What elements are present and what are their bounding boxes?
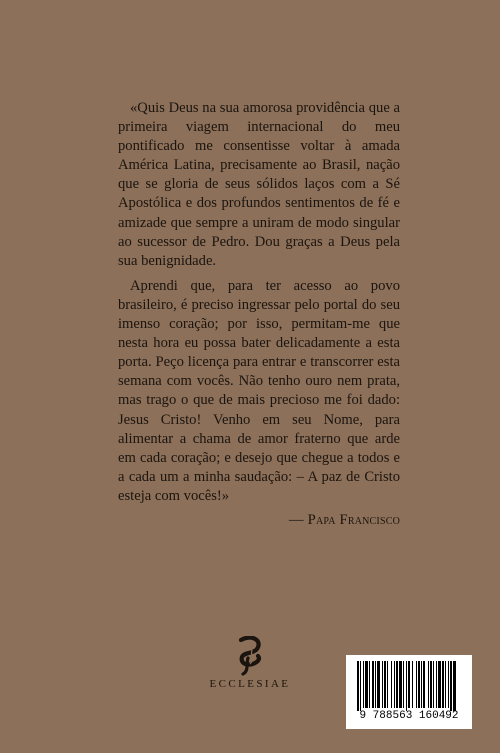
barcode-bar	[433, 661, 434, 708]
barcode-bar	[442, 661, 444, 708]
barcode-bar	[363, 661, 364, 708]
barcode-bar	[377, 661, 380, 708]
barcode-bar	[360, 661, 361, 711]
barcode-bar	[375, 661, 376, 708]
barcode-bar	[412, 661, 413, 708]
barcode-bar	[387, 661, 388, 708]
barcode-bar	[357, 661, 359, 711]
barcode-bar	[428, 661, 429, 708]
barcode-bar	[448, 661, 449, 708]
isbn-digits: 9 788563 160492	[359, 710, 459, 722]
barcode-bar	[416, 661, 417, 708]
isbn-barcode	[346, 655, 472, 729]
ecclesiae-emblem-icon	[233, 636, 267, 676]
barcode-bar	[453, 661, 456, 711]
quote-attribution: — Papa Francisco	[289, 511, 400, 528]
barcode-bar	[365, 661, 368, 708]
barcode-bar	[399, 661, 402, 708]
back-cover-quote	[118, 99, 400, 530]
barcode-bar	[394, 661, 395, 708]
barcode-bar	[418, 661, 420, 708]
barcode-bar	[423, 661, 425, 708]
barcode-bar	[408, 661, 410, 708]
barcode-bar	[384, 661, 386, 708]
quote-paragraph-2: Aprendi que, para ter acesso ao povo brasileiro, é preciso ingressar pelo portal do seu imenso coração; por isso, permitam-me que nesta hora eu possa bater delicadamente a esta porta. Peço licença para entrar e transcorrer esta semana com vocês. Não tenho ouro nem prata, mas trago o que de mais precioso me foi dado: Jesus Cristo! Venho em seu Nome, para alimentar a chama de amor fraterno que arde em cada coração; e desejo que chegue a todos e a cada um a minha saudação: – A paz de Cristo esteja com vocês!»	[118, 277, 400, 504]
barcode-bar	[403, 661, 404, 708]
quote-paragraph-1: «Quis Deus na sua amorosa providência que a primeira viagem internacional do meu pontificado me consentisse voltar à amada América Latina, precisamente ao Brasil, nação que se gloria de seus sólidos laços com a Sé Apostólica e dos profundos sentimentos de fé e amizade que sempre a uniram de modo singular ao sucessor de Pedro. Dou graças a Deus pela sua benignidade.	[118, 100, 400, 269]
barcode-bar	[396, 661, 398, 708]
barcode-bar	[430, 661, 432, 708]
publisher-name: ECCLESIAE	[209, 678, 291, 690]
barcode-bar	[421, 661, 422, 708]
publisher-logo	[208, 636, 292, 690]
barcode-bar	[445, 661, 446, 708]
barcode-bar	[391, 661, 392, 708]
barcode-bar	[382, 661, 383, 708]
barcode-bar	[406, 661, 407, 711]
barcode-bar	[369, 661, 370, 708]
barcode-bar	[450, 661, 452, 711]
barcode-bar	[438, 661, 441, 708]
barcode-bar	[436, 661, 437, 708]
barcode-bar	[372, 661, 374, 708]
